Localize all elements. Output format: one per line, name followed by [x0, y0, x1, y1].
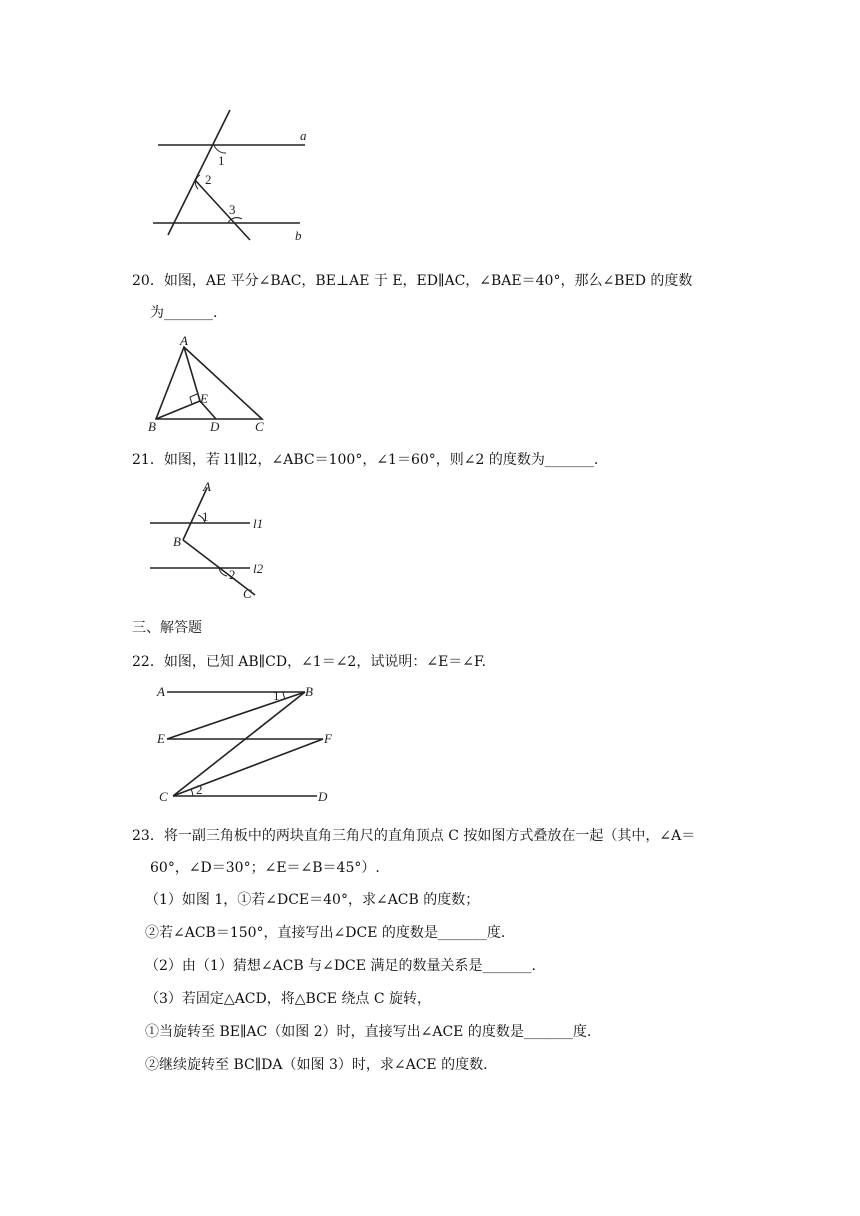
- label-angle-2: 2: [205, 172, 212, 187]
- label-D: D: [318, 789, 328, 804]
- label-angle-1: 1: [218, 153, 225, 168]
- label-F: F: [324, 731, 332, 746]
- q20-text-line2: 为_______.: [150, 305, 218, 321]
- label-angle-1: 1: [202, 509, 209, 524]
- q20-text-line1: 20．如图，AE 平分∠BAC，BE⊥AE 于 E，ED∥AC，∠BAE＝40°，那么∠BED 的度数: [132, 273, 693, 289]
- label-l2: l2: [253, 561, 264, 576]
- label-C: C: [255, 419, 264, 434]
- q23-text-line1: 23．将一副三角板中的两块直角三角尺的直角顶点 C 按如图方式叠放在一起（其中，∠A＝: [132, 828, 696, 844]
- label-B: B: [148, 419, 156, 434]
- label-A: A: [203, 479, 211, 494]
- q23-text-line8: ②继续旋转至 BC∥DA（如图 3）时，求∠ACE 的度数.: [145, 1057, 488, 1073]
- q23-text-line4: ②若∠ACB＝150°，直接写出∠DCE 的度数是_______度.: [145, 925, 506, 941]
- label-angle-2: 2: [229, 567, 236, 582]
- q23-text-line5: （2）由（1）猜想∠ACB 与∠DCE 满足的数量关系是_______.: [145, 958, 536, 974]
- q23-text-line2: 60°，∠D＝30°；∠E＝∠B＝45°）.: [150, 860, 380, 876]
- q23-text-line3: （1）如图 1，①若∠DCE＝40°，求∠ACB 的度数；: [145, 892, 480, 908]
- q23-text-line7: ①当旋转至 BE∥AC（如图 2）时，直接写出∠ACE 的度数是_______度.: [145, 1024, 592, 1040]
- label-A: A: [157, 684, 165, 699]
- label-E: E: [157, 731, 165, 746]
- label-E: E: [200, 391, 208, 406]
- label-angle-2: 2: [196, 782, 203, 797]
- label-a: a: [300, 128, 307, 143]
- q21-text-line1: 21．如图，若 l1∥l2，∠ABC＝100°，∠1＝60°，则∠2 的度数为_______.: [132, 452, 599, 468]
- label-l1: l1: [253, 516, 264, 531]
- section-3-title: 三、解答题: [132, 620, 202, 636]
- label-D: D: [210, 419, 220, 434]
- figure-q19: [150, 105, 320, 245]
- label-C: C: [243, 586, 252, 601]
- label-B: B: [173, 534, 181, 549]
- label-angle-3: 3: [229, 202, 236, 217]
- label-B: B: [305, 684, 313, 699]
- label-b: b: [295, 228, 302, 243]
- q22-text-line1: 22．如图，已知 AB∥CD，∠1＝∠2，试说明：∠E＝∠F.: [132, 654, 487, 670]
- label-A: A: [180, 335, 188, 348]
- label-angle-1: 1: [273, 688, 280, 703]
- figure-q22: [155, 682, 340, 807]
- figure-q20: [140, 335, 280, 435]
- q23-text-line6: （3）若固定△ACD，将△BCE 绕点 C 旋转，: [145, 991, 432, 1007]
- label-C: C: [159, 789, 168, 804]
- figure-q21: [145, 478, 275, 603]
